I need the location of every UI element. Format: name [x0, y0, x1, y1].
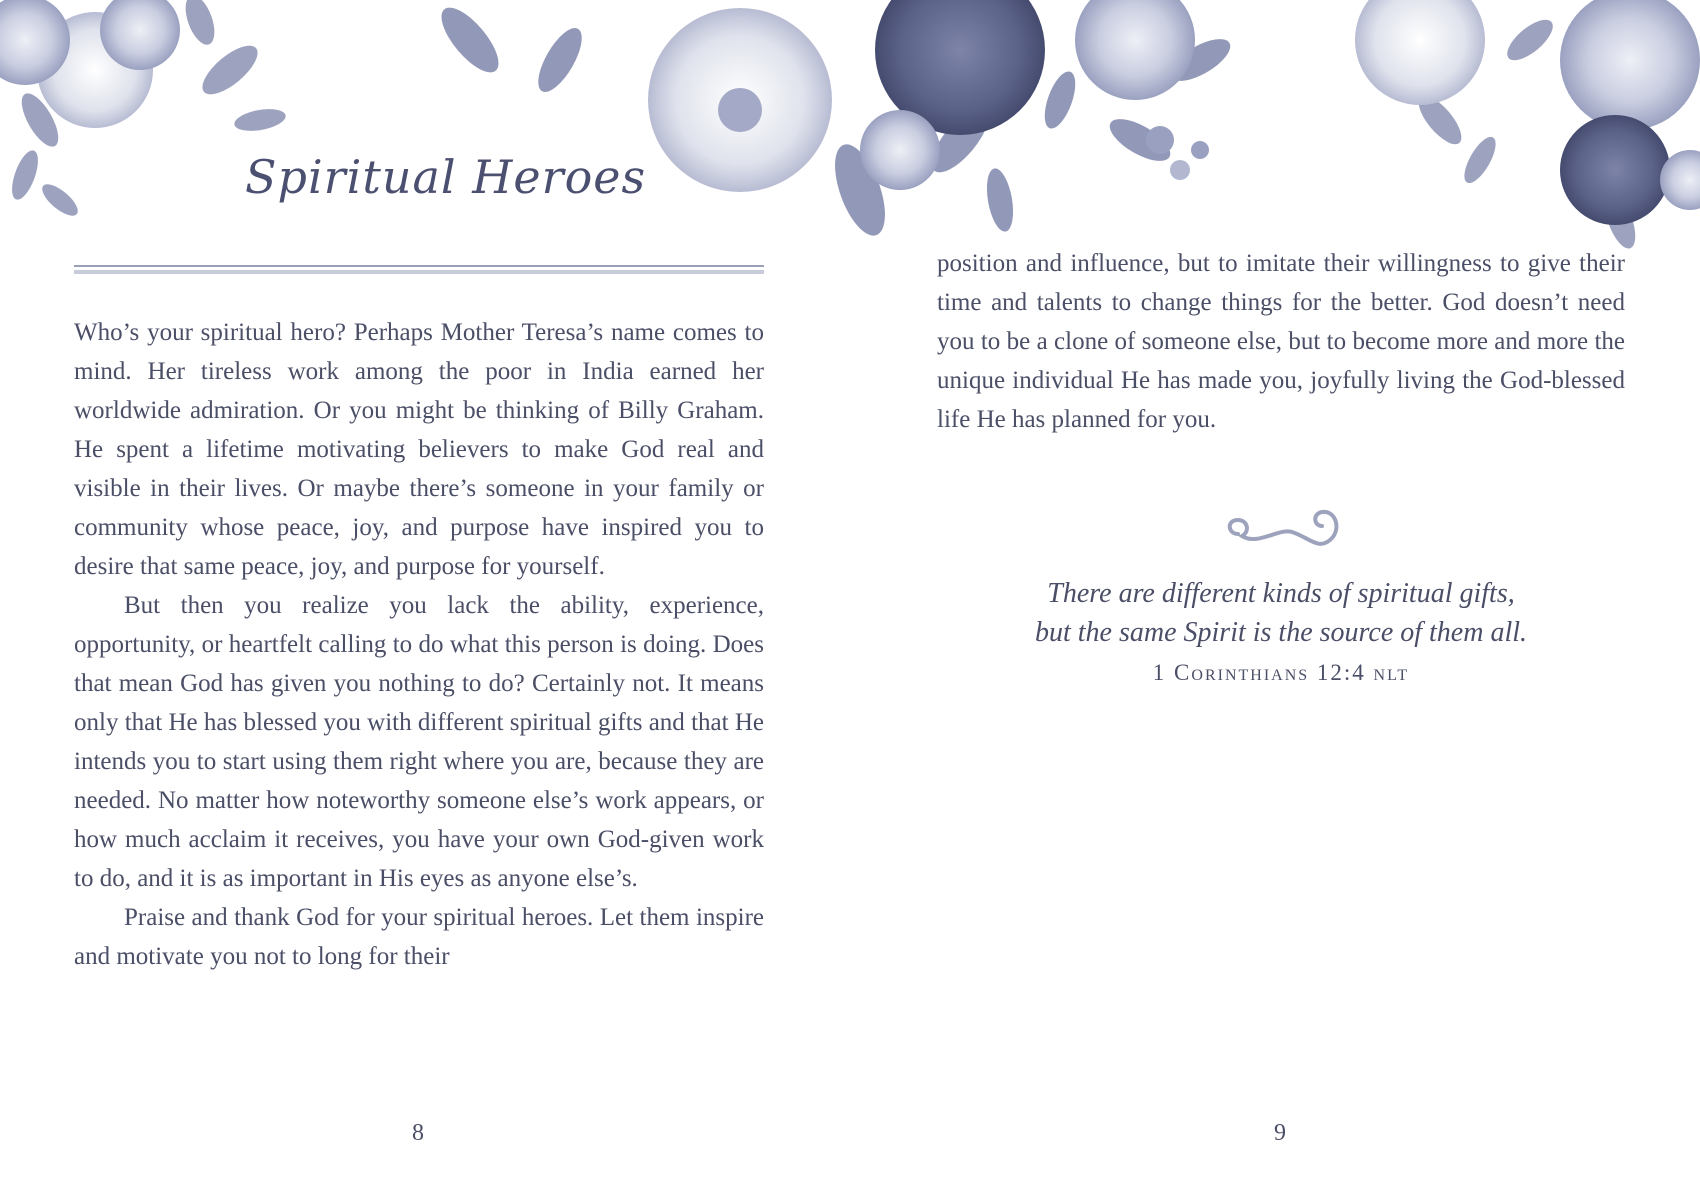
paragraph: Who’s your spiritual hero? Perhaps Mother Teresa’s name comes to mind. Her tireless work among the poor in India earned her worldwide admiration. Or you might be thinking of Billy Graham. He spent a lifetime motivating believers to make God real and visible in their lives. Or maybe there’s someone in your family or community whose peace, joy, and purpose have inspired you to desire that same peace, joy, and purpose for yourself.	[74, 319, 764, 580]
floral-border-illustration	[0, 0, 1700, 280]
title-divider	[74, 265, 764, 274]
quote-line: but the same Spirit is the source of them all.	[1034, 617, 1528, 648]
scripture-quote	[937, 574, 1625, 652]
paragraph: position and influence, but to imitate their willingness to give their time and talents to change things for the better. God doesn’t need you to be a clone of someone else, but to become more and more the unique individual He has made you, joyfully living the God-blessed life He has planned for you.	[937, 250, 1625, 433]
right-page-body	[937, 244, 1625, 439]
scripture-reference: 1 Corinthians 12:4 nlt	[1152, 660, 1410, 685]
chapter-title: Spiritual Heroes	[245, 150, 647, 204]
page-number-left: 8	[412, 1120, 424, 1146]
quote-line: There are different kinds of spiritual gifts,	[1047, 578, 1515, 609]
swirl-ornament-icon	[1218, 500, 1344, 560]
page-number-right: 9	[1274, 1120, 1286, 1146]
left-page-body	[74, 313, 764, 976]
paragraph: Praise and thank God for your spiritual heroes. Let them inspire and motivate you not to long for their	[74, 904, 764, 970]
paragraph: But then you realize you lack the ability, experience, opportunity, or heartfelt calling to do what this person is doing. Does that mean God has given you nothing to do? Certainly not. It means only that He has blessed you with different spiritual gifts and that He intends you to start using them right where you are, because they are needed. No matter how noteworthy someone else’s work appears, or how much acclaim it receives, you have your own God-given work to do, and it is as important in His eyes as anyone else’s.	[74, 592, 764, 892]
